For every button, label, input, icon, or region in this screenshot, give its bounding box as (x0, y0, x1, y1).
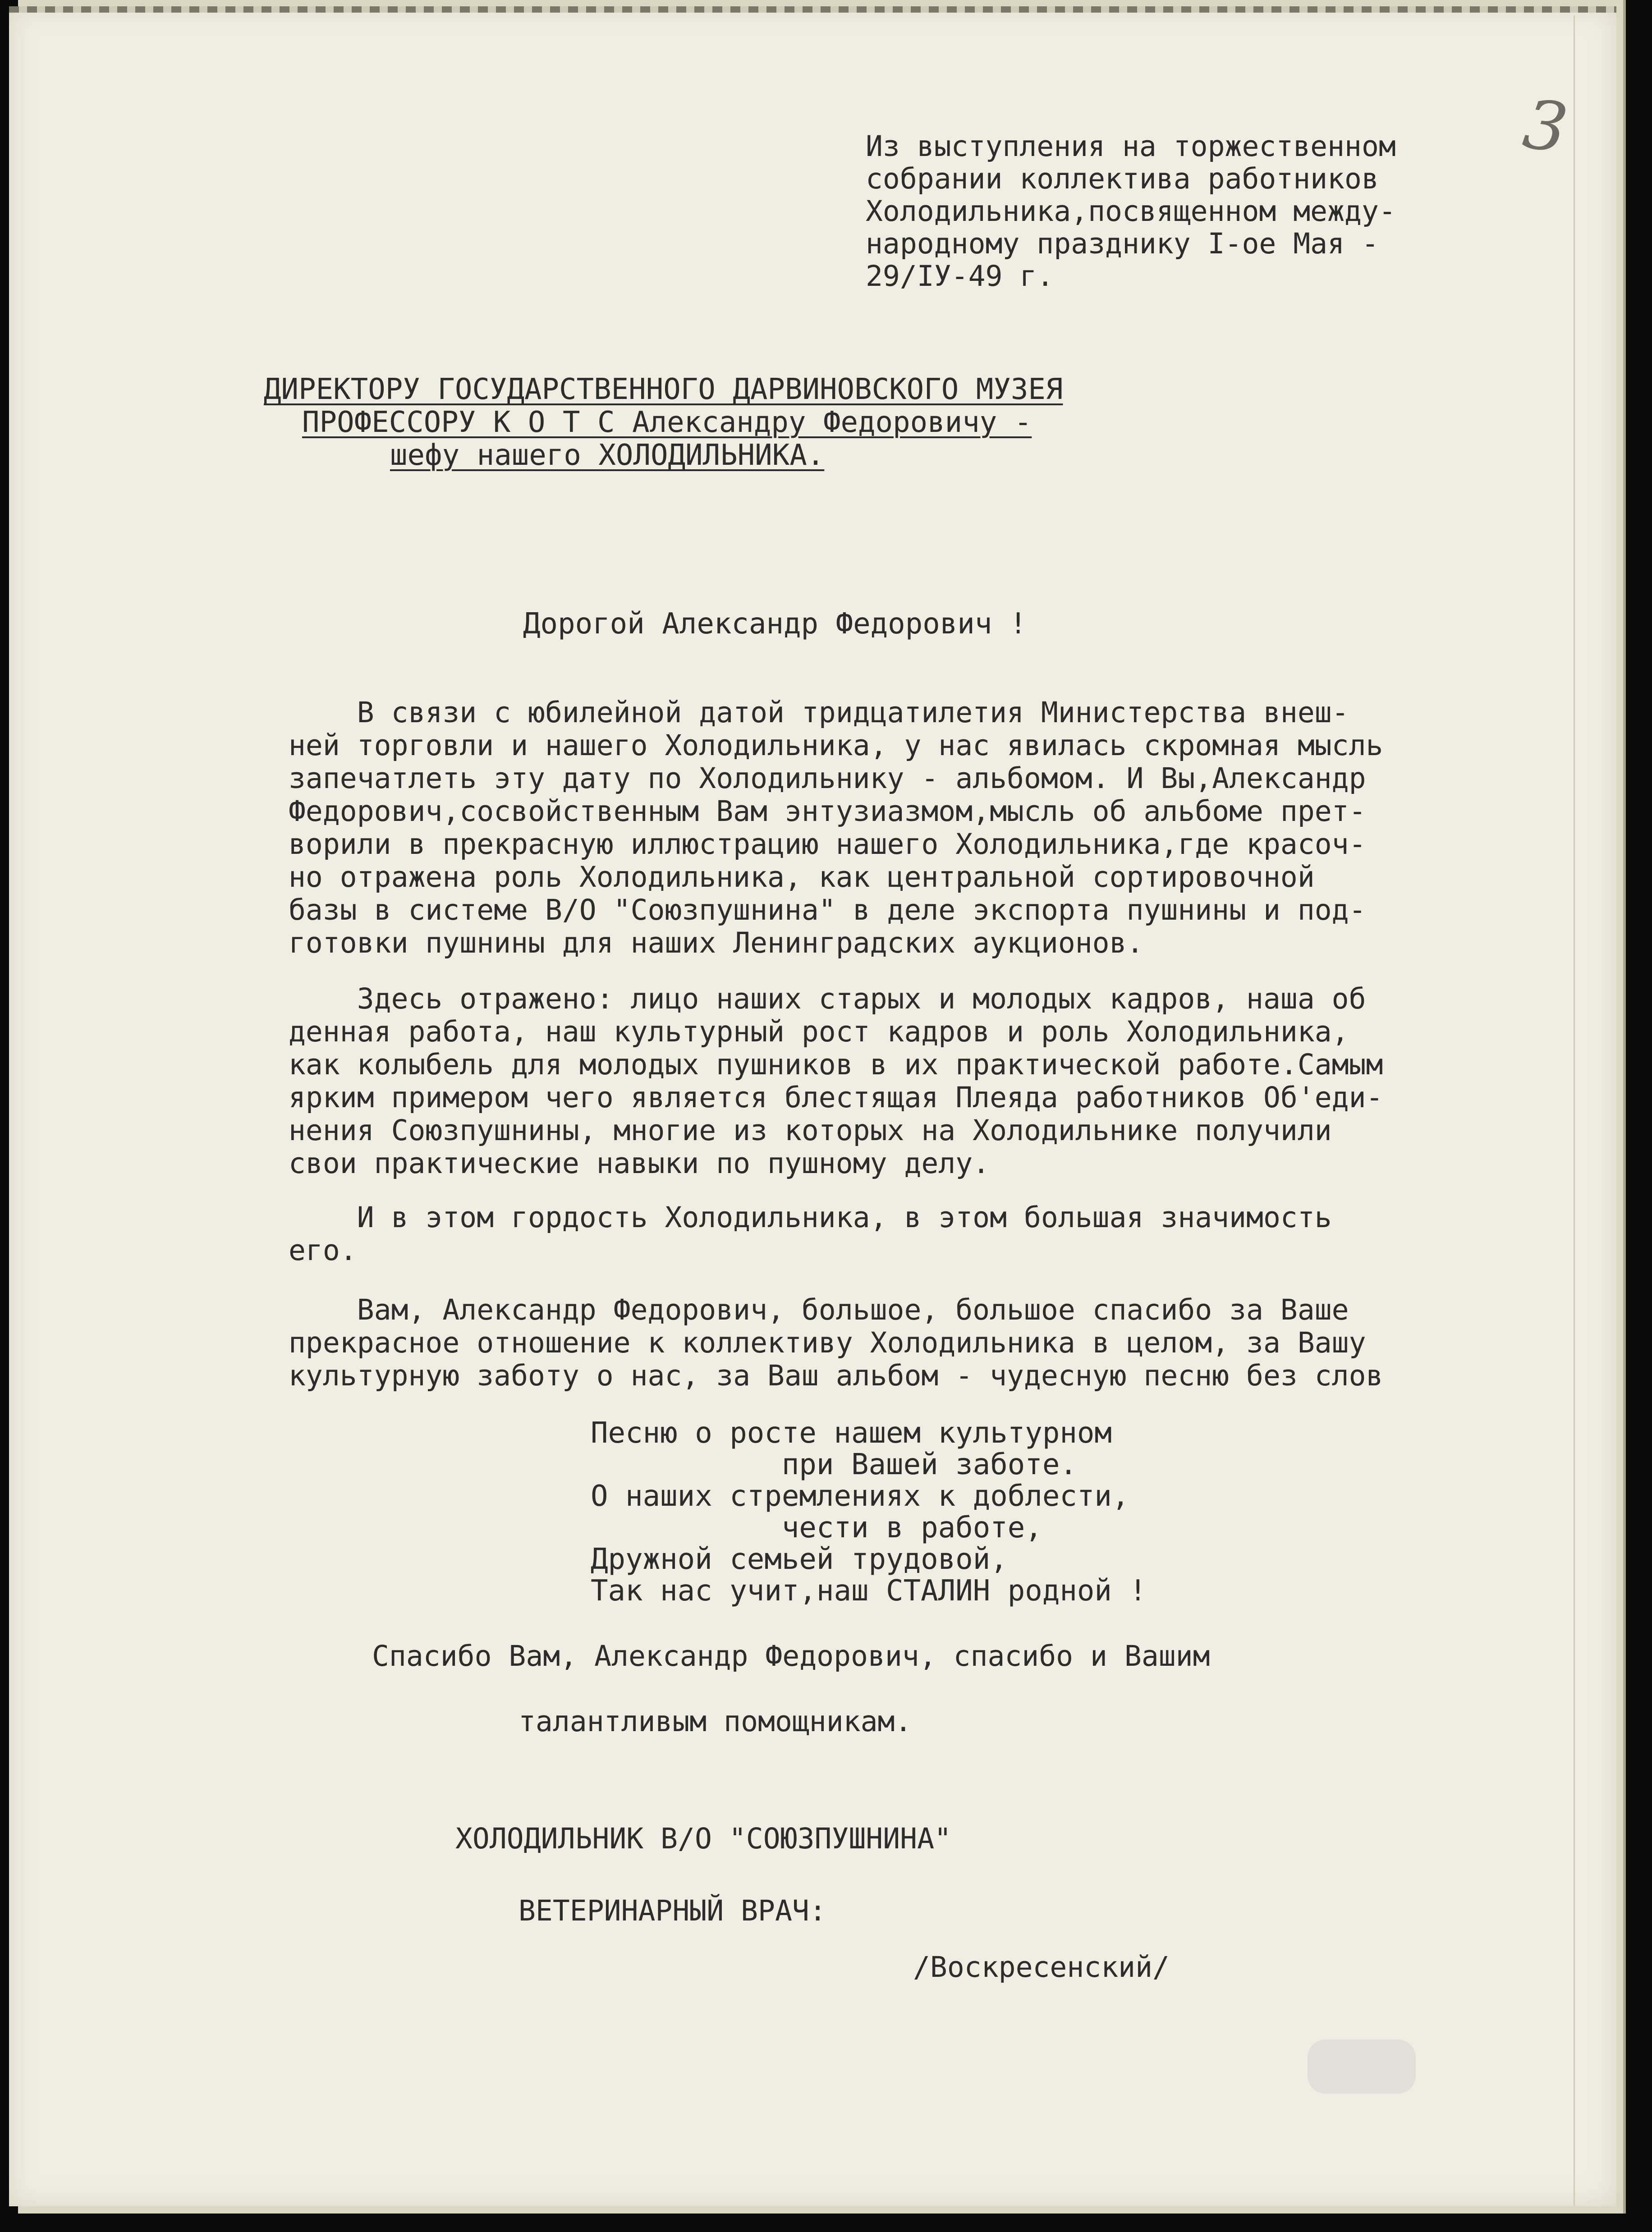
paragraph-line: культурную заботу о нас, за Ваш альбом - чудесную песню без слов (289, 1359, 1383, 1392)
fold-line (1574, 15, 1575, 2206)
header-note-line: собрании коллектива работников (866, 162, 1379, 195)
top-edge-stripe (9, 6, 1616, 13)
thanks-line-2: талантливым помощникам. (519, 1705, 912, 1738)
header-note-line: народному празднику I-ое Мая - (866, 227, 1379, 260)
poem-line: при Вашей заботе. (591, 1448, 1077, 1481)
header-note-line: Из выступления на торжественном (866, 130, 1396, 163)
poem-line: Дружной семьей трудовой, (591, 1543, 1008, 1576)
signature-name: /Воскресенский/ (913, 1951, 1170, 1984)
paragraph-line: свои практические навыки по пушному делу. (289, 1147, 990, 1180)
greeting: Дорогой Александр Федорович ! (523, 607, 1027, 641)
paragraph-line: его. (289, 1234, 357, 1267)
signature-position: ВЕТЕРИНАРНЫЙ ВРАЧ: (519, 1894, 826, 1927)
paragraph-line: готовки пушнины для наших Ленинградских аукционов. (289, 926, 1144, 959)
addressee-line-2: ПРОФЕССОРУ К О Т С Александру Федоровичу - (302, 406, 1032, 439)
paragraph-line: базы в системе В/О "Союзпушнина" в деле экспорта пушнины и под- (289, 894, 1366, 926)
header-note-line: 29/IУ-49 г. (866, 260, 1054, 293)
paragraph-line: нения Союзпушнины, многие из которых на Холодильнике получили (289, 1114, 1332, 1147)
paragraph-line: И в этом гордость Холодильника, в этом большая значимость (289, 1201, 1332, 1234)
thanks-line-1: Спасибо Вам, Александр Федорович, спасибо и Вашим (372, 1640, 1210, 1673)
paragraph-line: как колыбель для молодых пушников в их практической работе.Самым (289, 1048, 1383, 1081)
faint-stamp-mark (1308, 2040, 1416, 2094)
signature-organization: ХОЛОДИЛЬНИК В/О "СОЮЗПУШНИНА" (455, 1822, 951, 1855)
paragraph-line: Здесь отражено: лицо наших старых и молодых кадров, наша об (289, 982, 1366, 1015)
addressee-line-1: ДИРЕКТОРУ ГОСУДАРСТВЕННОГО ДАРВИНОВСКОГО МУЗЕЯ (264, 373, 1063, 406)
paragraph-line: ворили в прекрасную иллюстрацию нашего Холодильника,где красоч- (289, 828, 1366, 861)
paragraph-line: запечатлеть эту дату по Холодильнику - альбомом. И Вы,Александр (289, 762, 1366, 795)
poem-line: О наших стремлениях к доблести, (591, 1480, 1129, 1513)
paragraph-line: Вам, Александр Федорович, большое, большое спасибо за Ваше (289, 1293, 1349, 1326)
paragraph-line: Федорович,сосвойственным Вам энтузиазмом,мысль об альбоме прет- (289, 795, 1366, 828)
paragraph-line: В связи с юбилейной датой тридцатилетия Министерства внеш- (289, 696, 1349, 729)
paragraph-line: ней торговли и нашего Холодильника, у нас явилась скромная мысль (289, 729, 1383, 762)
poem-line: чести в работе, (591, 1511, 1042, 1545)
poem-line: Так нас учит,наш СТАЛИН родной ! (591, 1574, 1147, 1608)
addressee-line-3: шефу нашего ХОЛОДИЛЬНИКА. (390, 439, 825, 472)
paragraph-line: денная работа, наш культурный рост кадров и роль Холодильника, (289, 1015, 1349, 1048)
paragraph-line: но отражена роль Холодильника, как центральной сортировочной (289, 861, 1315, 894)
paragraph-line: прекрасное отношение к коллективу Холодильника в целом, за Вашу (289, 1326, 1366, 1359)
paragraph-line: ярким примером чего является блестящая Плеяда работников Об'еди- (289, 1081, 1383, 1114)
document-page (9, 6, 1616, 2206)
header-note-line: Холодильника,посвященном между- (866, 195, 1396, 228)
poem-line: Песню о росте нашем культурном (591, 1416, 1112, 1450)
handwritten-page-number: 3 (1519, 85, 1573, 169)
